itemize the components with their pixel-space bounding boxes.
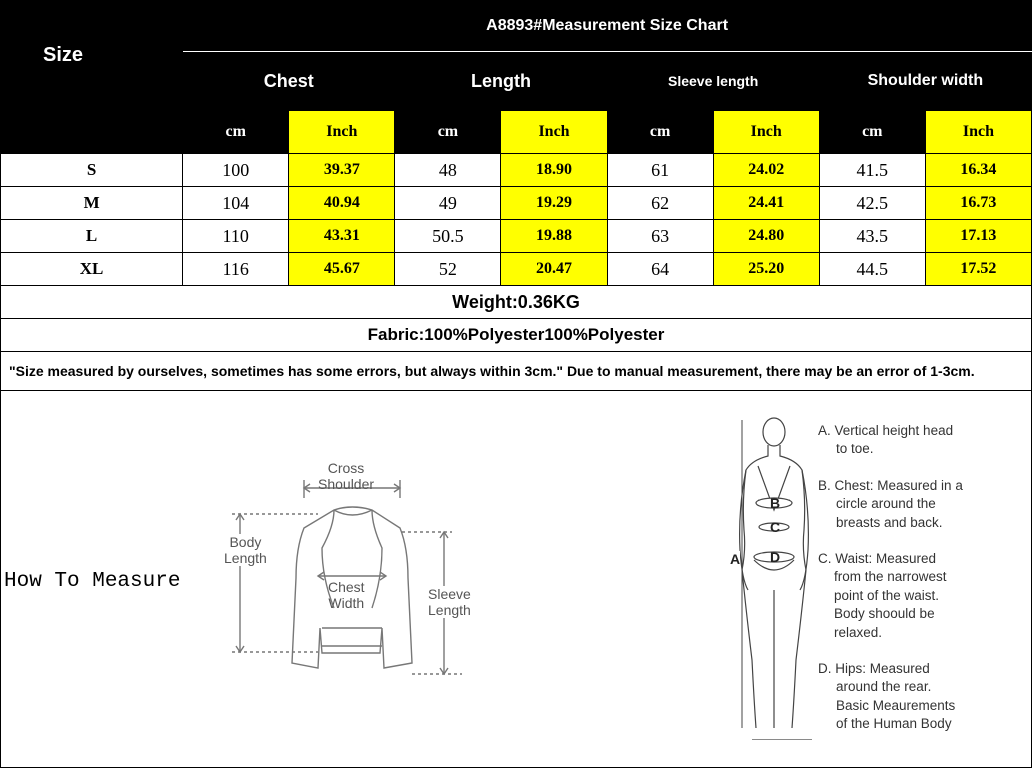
legend-line: breasts and back.: [836, 514, 943, 530]
unit-cm: cm: [183, 111, 289, 154]
sleeve-inch-cell: 25.20: [713, 253, 819, 286]
chest-inch-cell: 39.37: [289, 154, 395, 187]
marker-d: D: [770, 549, 781, 565]
sleeve-length-label: [428, 586, 471, 618]
chest-cm-cell: 116: [183, 253, 289, 286]
chest-width-label-line: Chest: [328, 579, 365, 595]
legend-item-a: [818, 422, 963, 459]
shoulder-cm-cell: 42.5: [819, 187, 925, 220]
sleeve-length-header: Sleeve length: [607, 52, 819, 111]
legend-line: point of the waist.: [834, 587, 940, 603]
chest-width-label: [328, 579, 365, 611]
unit-inch: Inch: [501, 111, 607, 154]
weight-text: Weight:0.36KG: [1, 286, 1032, 319]
legend-item-b: [818, 477, 963, 532]
cross-shoulder-label-line: Cross: [327, 460, 365, 476]
sleeve-length-label-line: Sleeve: [428, 586, 471, 602]
size-cell: L: [1, 220, 183, 253]
length-inch-cell: 20.47: [501, 253, 607, 286]
unit-blank: [1, 111, 183, 154]
size-cell: XL: [1, 253, 183, 286]
chart-title: A8893#Measurement Size Chart: [183, 1, 1032, 52]
size-cell: S: [1, 154, 183, 187]
shoulder-inch-cell: 16.34: [925, 154, 1031, 187]
legend-line: around the rear.: [836, 679, 932, 695]
shoulder-inch-cell: 16.73: [925, 187, 1031, 220]
legend-line: circle around the: [836, 496, 936, 512]
body-length-label: [224, 534, 267, 566]
table-row: [1, 154, 1032, 187]
unit-cm: cm: [607, 111, 713, 154]
legend-line: Basic Meaurements: [836, 697, 956, 713]
legend-line: A. Vertical height head: [818, 423, 954, 438]
marker-a: A: [730, 551, 741, 567]
how-to-measure-label: How To Measure: [4, 570, 181, 593]
length-cm-cell: 48: [395, 154, 501, 187]
body-figure: [712, 410, 822, 740]
length-header: Length: [395, 52, 607, 111]
legend-line: to toe.: [836, 441, 874, 457]
marker-b: B: [770, 495, 781, 511]
legend-line: D. Hips: Measured: [818, 661, 930, 677]
sleeve-cm-cell: 62: [607, 187, 713, 220]
unit-cm: cm: [395, 111, 501, 154]
table-row: [1, 253, 1032, 286]
chest-inch-cell: 40.94: [289, 187, 395, 220]
garment-diagram: [222, 448, 472, 688]
shoulder-inch-cell: 17.13: [925, 220, 1031, 253]
legend-line: Body shoould be: [834, 606, 935, 622]
fabric-text: Fabric:100%Polyester100%Polyester: [1, 319, 1032, 352]
legend-line: from the narrowest: [834, 569, 947, 585]
sleeve-cm-cell: 61: [607, 154, 713, 187]
marker-c: C: [770, 519, 781, 535]
body-length-label-line: Body: [229, 534, 262, 550]
chest-cm-cell: 104: [183, 187, 289, 220]
measurement-legend: [818, 422, 963, 734]
size-cell: M: [1, 187, 183, 220]
sleeve-cm-cell: 63: [607, 220, 713, 253]
legend-line: B. Chest: Measured in a: [818, 477, 963, 493]
chest-inch-cell: 43.31: [289, 220, 395, 253]
human-body-illustration: [712, 410, 822, 740]
legend-line: C. Waist: Measured: [818, 551, 937, 567]
chest-width-label-line: Width: [328, 595, 365, 611]
sleeve-inch-cell: 24.02: [713, 154, 819, 187]
shoulder-cm-cell: 44.5: [819, 253, 925, 286]
shoulder-width-header: Shoulder width: [819, 52, 1031, 111]
legend-line: of the Human Body: [836, 716, 952, 732]
sleeve-inch-cell: 24.80: [713, 220, 819, 253]
length-inch-cell: 19.29: [501, 187, 607, 220]
sleeve-inch-cell: 24.41: [713, 187, 819, 220]
length-cm-cell: 49: [395, 187, 501, 220]
measurement-note: "Size measured by ourselves, sometimes has some errors, but always within 3cm." Due to manual measurement, there may be an error of 1-3cm.: [1, 352, 1032, 391]
length-cm-cell: 50.5: [395, 220, 501, 253]
legend-item-c: [818, 550, 963, 642]
unit-inch: Inch: [713, 111, 819, 154]
length-cm-cell: 52: [395, 253, 501, 286]
length-inch-cell: 18.90: [501, 154, 607, 187]
length-inch-cell: 19.88: [501, 220, 607, 253]
shoulder-inch-cell: 17.52: [925, 253, 1031, 286]
chest-header: Chest: [183, 52, 395, 111]
unit-cm: cm: [819, 111, 925, 154]
chest-inch-cell: 45.67: [289, 253, 395, 286]
size-header: Size: [1, 1, 183, 111]
legend-line: relaxed.: [834, 624, 883, 640]
legend-item-d: [818, 660, 963, 734]
table-row: [1, 187, 1032, 220]
chest-cm-cell: 110: [183, 220, 289, 253]
table-row: [1, 220, 1032, 253]
chest-cm-cell: 100: [183, 154, 289, 187]
shoulder-cm-cell: 41.5: [819, 154, 925, 187]
sleeve-length-label-line: Length: [428, 602, 471, 618]
unit-inch: Inch: [289, 111, 395, 154]
unit-inch: Inch: [925, 111, 1031, 154]
cross-shoulder-label-line: Shoulder: [318, 476, 375, 492]
sleeve-cm-cell: 64: [607, 253, 713, 286]
shoulder-cm-cell: 43.5: [819, 220, 925, 253]
body-length-label-line: Length: [224, 550, 267, 566]
cross-shoulder-label: [318, 460, 374, 492]
